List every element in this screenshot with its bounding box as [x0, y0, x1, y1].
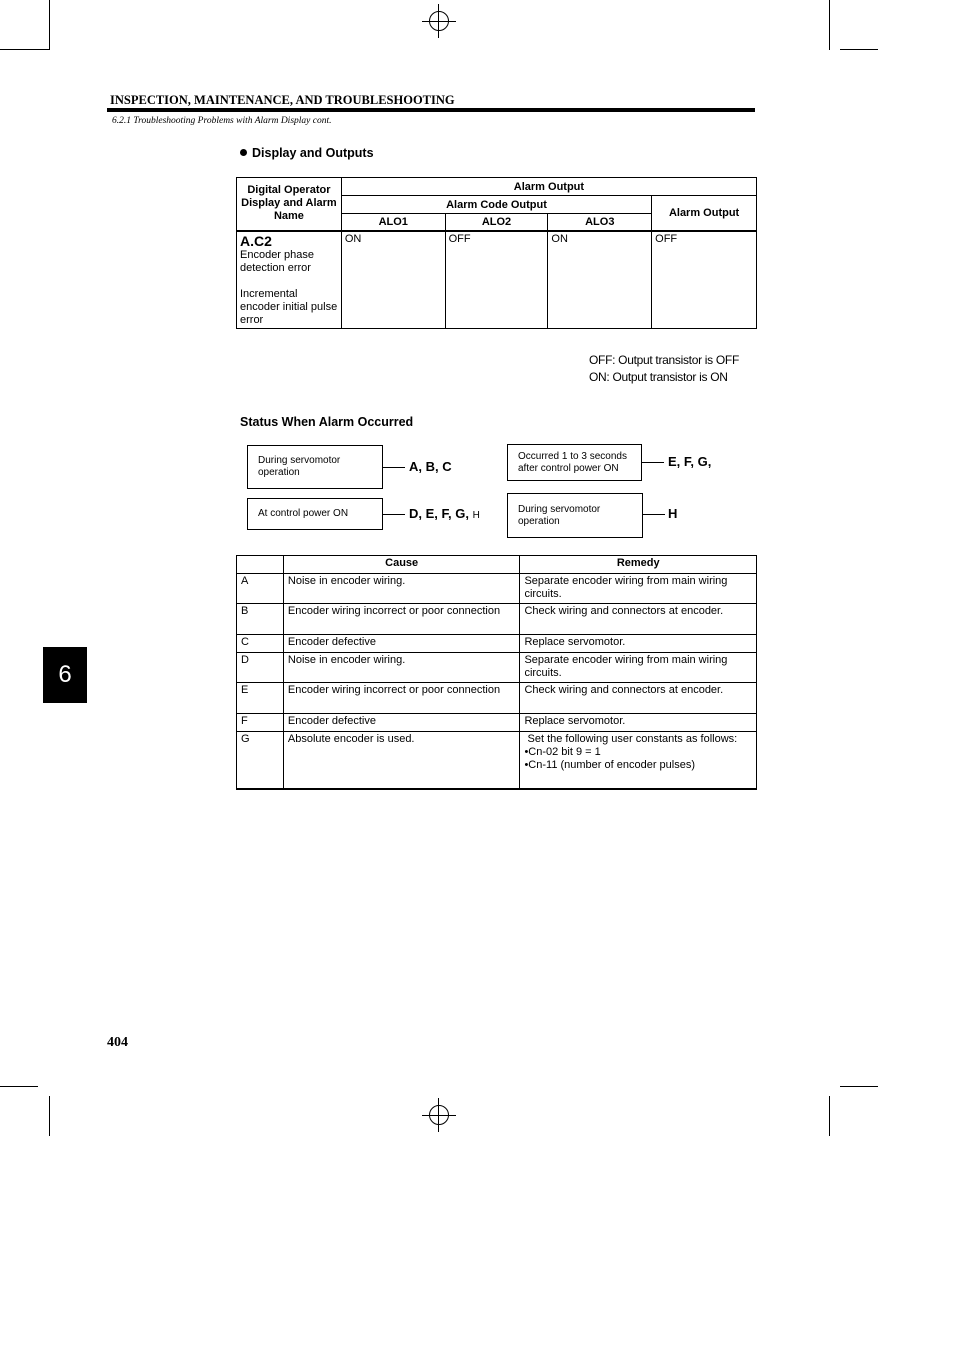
bullet-icon [240, 149, 247, 156]
section-subtitle: 6.2.1 Troubleshooting Problems with Alarm Display cont. [112, 116, 332, 126]
crop-mark [829, 1096, 830, 1136]
status-label: E, F, G, [668, 454, 712, 469]
crop-mark [0, 49, 50, 50]
crop-mark [49, 0, 50, 50]
table-row: G Absolute encoder is used. Set the following user constants as follows: •Cn-02 bit 9 = 1 •Cn-11 (number of encoder pulses) [237, 732, 757, 789]
display-outputs-heading: Display and Outputs [240, 146, 374, 160]
table-row: C Encoder defective Replace servomotor. [237, 635, 757, 653]
status-label: D, E, F, G, H [409, 506, 480, 521]
status-label: H [668, 506, 678, 521]
alarm-name: Encoder phase detection error [240, 248, 314, 274]
crop-mark [840, 1086, 878, 1087]
legend-on: ON: Output transistor is ON [589, 369, 728, 384]
legend-off: OFF: Output transistor is OFF [589, 353, 739, 367]
spacer [240, 275, 338, 288]
status-box: Occurred 1 to 3 seconds after control power ON [507, 444, 642, 481]
header-rule [107, 108, 755, 112]
legend [589, 352, 739, 385]
col-header-alarm-code-output: Alarm Code Output [341, 196, 651, 214]
status-box: During servomotor operation [247, 445, 383, 489]
registration-mark-icon [424, 1100, 454, 1130]
status-box: At control power ON [247, 498, 383, 530]
chapter-tab: 6 [43, 647, 87, 703]
alarm-name: Incremental encoder initial pulse error [240, 287, 338, 326]
remedy-line: •Cn-02 bit 9 = 1 [524, 746, 601, 758]
alo1-value: ON [341, 231, 445, 329]
remedy-line: Set the following user constants as follows: [524, 733, 738, 745]
connector-line [383, 467, 405, 468]
connector-line [643, 514, 665, 515]
col-header-alo1: ALO1 [341, 214, 445, 231]
crop-mark [829, 0, 830, 50]
col-header-cause: Cause [283, 556, 520, 574]
connector-line [383, 514, 405, 515]
remedy-line: •Cn-11 (number of encoder pulses) [524, 759, 696, 771]
table-row: B Encoder wiring incorrect or poor connection Check wiring and connectors at encoder. [237, 604, 757, 635]
table-row: F Encoder defective Replace servomotor. [237, 714, 757, 732]
col-header-alo2: ALO2 [445, 214, 548, 231]
table-row: E Encoder wiring incorrect or poor connection Check wiring and connectors at encoder. [237, 683, 757, 714]
alo2-value: OFF [445, 231, 548, 329]
alo3-value: ON [548, 231, 652, 329]
cause-remedy-table [236, 555, 757, 790]
registration-mark-icon [424, 6, 454, 36]
table-row: A Noise in encoder wiring. Separate encoder wiring from main wiring circuits. [237, 574, 757, 604]
connector-line [642, 462, 664, 463]
status-label: A, B, C [409, 459, 452, 474]
crop-mark [49, 1096, 50, 1136]
col-header-remedy: Remedy [520, 556, 757, 574]
status-box: During servomotor operation [507, 493, 643, 538]
col-header-display: Digital Operator Display and Alarm Name [237, 178, 342, 231]
alarm-output-value: OFF [652, 231, 757, 329]
crop-mark [0, 1086, 38, 1087]
alarm-output-table [236, 177, 757, 329]
table-row: D Noise in encoder wiring. Separate encoder wiring from main wiring circuits. [237, 653, 757, 683]
alarm-code: A.C2 [240, 232, 272, 249]
col-header-alo3: ALO3 [548, 214, 652, 231]
col-header-alarm-output: Alarm Output [341, 178, 756, 196]
crop-mark [840, 49, 878, 50]
col-header-id [237, 556, 284, 574]
header-title: INSPECTION, MAINTENANCE, AND TROUBLESHOOTING [110, 93, 455, 107]
col-header-alarm-output-sub: Alarm Output [652, 196, 757, 231]
status-heading: Status When Alarm Occurred [240, 415, 414, 429]
alarm-name-cell [237, 231, 342, 329]
page-number: 404 [107, 1035, 128, 1050]
